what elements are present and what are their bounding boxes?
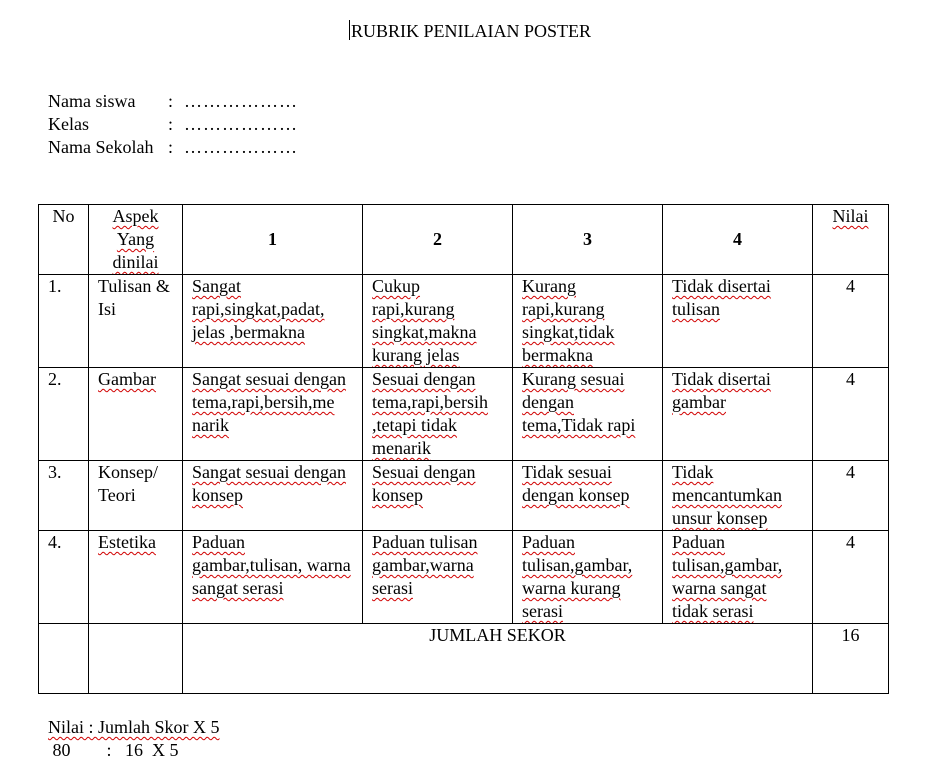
- row-nilai: 4: [813, 531, 889, 624]
- row-nilai: 4: [813, 368, 889, 461]
- criteria-text: Tidak disertai tulisan: [672, 276, 771, 319]
- aspect-text: Gambar: [98, 369, 156, 389]
- criteria-text: Sangat rapi,singkat,padat, jelas ,bermakna: [192, 276, 325, 342]
- row-no: 2.: [39, 368, 89, 461]
- table-row: [39, 531, 889, 624]
- formula-text: Nilai : Jumlah Skor X 5: [48, 717, 220, 737]
- row-criteria-3: [513, 275, 663, 368]
- field-value: ………………: [184, 91, 298, 111]
- row-aspect: Konsep/ Teori: [89, 461, 183, 531]
- text-cursor: [349, 20, 350, 40]
- criteria-text: Tidak mencantumkan unsur konsep: [672, 462, 782, 528]
- criteria-text: Kurang rapi,kurang singkat,tidak bermakna: [522, 276, 615, 365]
- criteria-text: Sesuai dengan tema,rapi,bersih ,tetapi tidak menarik: [372, 369, 488, 458]
- criteria-text: Paduan tulisan gambar,warna serasi: [372, 532, 478, 598]
- row-criteria-1: [183, 461, 363, 531]
- header-score-1: 1: [183, 205, 363, 275]
- field-nama-sekolah: [48, 136, 298, 159]
- score-formula: [48, 716, 220, 762]
- field-kelas: [48, 113, 298, 136]
- field-colon: :: [168, 137, 174, 157]
- criteria-text: Paduan tulisan,gambar, warna kurang serasi: [522, 532, 633, 621]
- row-criteria-1: [183, 275, 363, 368]
- table-row: [39, 368, 889, 461]
- header-score-4: 4: [663, 205, 813, 275]
- row-criteria-4: [663, 461, 813, 531]
- row-criteria-2: [363, 461, 513, 531]
- table-header-row: [39, 205, 889, 275]
- title-text: RUBRIK PENILAIAN POSTER: [350, 21, 591, 41]
- criteria-text: Tidak sesuai dengan konsep: [522, 462, 630, 505]
- row-criteria-3: [513, 531, 663, 624]
- row-aspect: [89, 531, 183, 624]
- field-nama-siswa: [48, 90, 298, 113]
- table-row: [39, 275, 889, 368]
- row-aspect: Tulisan & Isi: [89, 275, 183, 368]
- row-criteria-3: [513, 368, 663, 461]
- row-no: 3.: [39, 461, 89, 531]
- criteria-text: Sesuai dengan konsep: [372, 462, 476, 505]
- row-nilai: 4: [813, 461, 889, 531]
- row-nilai: 4: [813, 275, 889, 368]
- total-empty-aspect: [89, 624, 183, 694]
- student-info: [48, 90, 298, 159]
- header-nilai-text: Nilai: [832, 206, 869, 226]
- row-criteria-4: [663, 531, 813, 624]
- criteria-text: Paduan tulisan,gambar, warna sangat tidak serasi: [672, 532, 783, 621]
- field-label: Kelas: [48, 114, 89, 134]
- row-criteria-4: [663, 368, 813, 461]
- formula-line-2: 80 : 16 X 5: [48, 740, 179, 760]
- row-criteria-4: [663, 275, 813, 368]
- document-title: [0, 20, 940, 42]
- row-criteria-2: [363, 275, 513, 368]
- table-row: [39, 461, 889, 531]
- row-criteria-3: [513, 461, 663, 531]
- formula-line-1: [48, 716, 220, 739]
- field-value: ………………: [184, 137, 298, 157]
- total-value: 16: [813, 624, 889, 694]
- field-label: Nama Sekolah: [48, 137, 154, 157]
- criteria-text: Sangat sesuai dengan konsep: [192, 462, 346, 505]
- criteria-text: Paduan gambar,tulisan, warna sangat serasi: [192, 532, 351, 598]
- row-aspect: [89, 368, 183, 461]
- row-no: 4.: [39, 531, 89, 624]
- header-aspect: Aspek Yang dinilai: [89, 205, 183, 275]
- row-criteria-2: [363, 531, 513, 624]
- aspect-text: Estetika: [98, 532, 156, 552]
- field-label: Nama siswa: [48, 91, 136, 111]
- field-colon: :: [168, 91, 174, 111]
- criteria-text: Tidak disertai gambar: [672, 369, 771, 412]
- total-empty-no: [39, 624, 89, 694]
- field-value: ………………: [184, 114, 298, 134]
- total-row: [39, 624, 889, 694]
- header-score-3: 3: [513, 205, 663, 275]
- row-criteria-1: [183, 531, 363, 624]
- header-no: No: [39, 205, 89, 275]
- header-score-2: 2: [363, 205, 513, 275]
- header-nilai: [813, 205, 889, 275]
- total-label: JUMLAH SEKOR: [183, 624, 813, 694]
- row-criteria-1: [183, 368, 363, 461]
- row-criteria-2: [363, 368, 513, 461]
- field-colon: :: [168, 114, 174, 134]
- row-no: 1.: [39, 275, 89, 368]
- criteria-text: Kurang sesuai dengan tema,Tidak rapi: [522, 369, 636, 435]
- criteria-text: Cukup rapi,kurang singkat,makna kurang jelas: [372, 276, 477, 365]
- rubric-table: [38, 204, 889, 694]
- criteria-text: Sangat sesuai dengan tema,rapi,bersih,me narik: [192, 369, 346, 435]
